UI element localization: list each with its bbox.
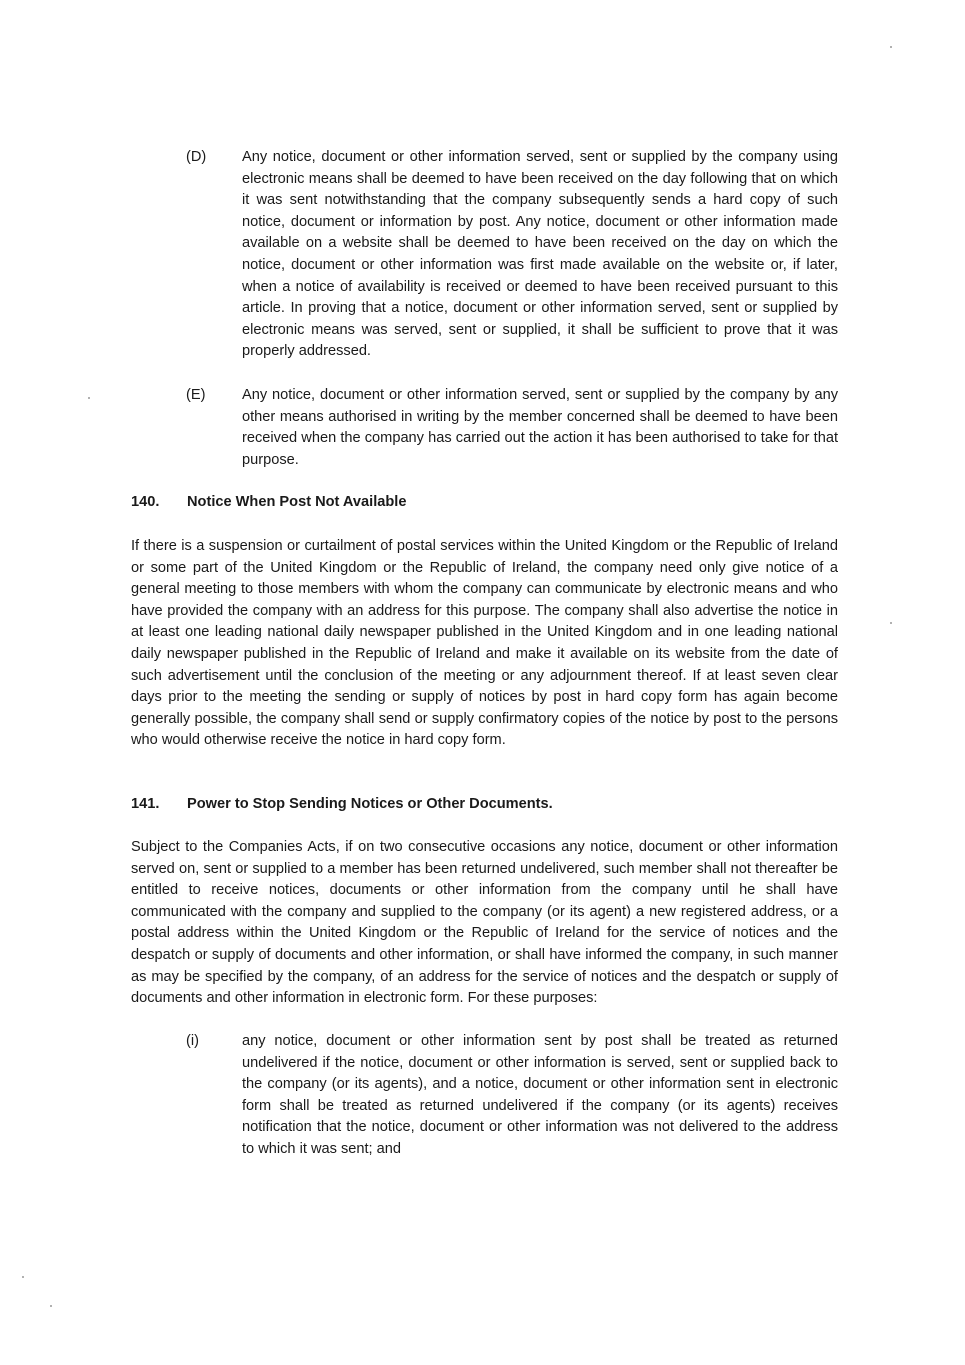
clause-label: (E) <box>186 387 206 403</box>
scan-speck <box>22 1276 24 1278</box>
clause-text: Any notice, document or other information served, sent or supplied by the company by any other means authorised in writing by the member concerned shall be deemed to have been received when the company has carried out the action it has been authorised to take for that purpose. <box>242 387 838 468</box>
section-140-text: If there is a suspension or curtailment of postal services within the United Kingdom or the Republic of Ireland or some part of the United Kingdom or the Republic of Ireland, the company need only give notice of a general meeting to those members with whom the company can communicate by electronic means and who have provided the company with an address for this purpose. The company shall also advertise the notice in at least one leading national daily newspaper published in the United Kingdom and in one leading national daily newspaper published in the Republic of Ireland and make it available on its website from the date of such advertisement until the conclusion of the meeting or any adjournment thereof. If at least seven clear days prior to the meeting the sending or supply of notices by post in hard copy form has again become generally possible, the company shall send or supply confirmatory copies of the notice by post to the persons who would otherwise receive the notice in hard copy form. <box>131 538 838 749</box>
clause-d <box>186 147 838 363</box>
clause-label: (i) <box>186 1033 199 1049</box>
clause-text: any notice, document or other information sent by post shall be treated as returned undelivered if the notice, document or other information is served, sent or supplied back to the company (or its agents), and a notice, document or other information sent in electronic form shall be treated as returned undelivered if the company (or its agents) receives notification that the notice, document or other information was not delivered to the address to which it was sent; and <box>242 1033 838 1157</box>
clause-i <box>186 1031 838 1161</box>
scan-speck <box>88 397 90 399</box>
clause-text: Any notice, document or other information served, sent or supplied by the company using electronic means shall be deemed to have been received on the day following that on which it was sent notwithstanding that the company subsequently sends a hard copy of such notice, document or information by post. Any notice, document or other information made available on a website shall be deemed to have been received on the day on which the notice, document or other information was first made available on the website or, if later, when a notice of availability is received or deemed to have been received pursuant to this article. In proving that a notice, document or other information served, sent or supplied by electronic means was served, sent or supplied, it shall be sufficient to prove that it was properly addressed. <box>242 149 838 360</box>
section-141-heading <box>131 794 831 816</box>
section-number: 141. <box>131 796 160 812</box>
section-140-heading <box>131 492 831 514</box>
section-141-text: Subject to the Companies Acts, if on two consecutive occasions any notice, document or other information served on, sent or supplied to a member has been returned undelivered, such member shall not thereafter be entitled to receive notices, documents or other information from the company until he shall have communicated with the company and supplied to the company (or its agent) a new registered address, or a postal address within the United Kingdom or the Republic of Ireland for the service of notices and the despatch or supply of documents and other information, or shall have informed the company, in such manner as may be specified by the company, of an address for the service of notices and the despatch or supply of documents and other information in electronic form. For these purposes: <box>131 839 838 1007</box>
scan-speck <box>50 1305 52 1307</box>
scan-speck <box>890 622 892 624</box>
clause-label: (D) <box>186 149 207 165</box>
clause-e <box>186 385 838 471</box>
section-number: 140. <box>131 494 160 510</box>
section-title: Power to Stop Sending Notices or Other Documents. <box>187 796 553 812</box>
section-title: Notice When Post Not Available <box>187 494 407 510</box>
scan-speck <box>890 46 892 48</box>
